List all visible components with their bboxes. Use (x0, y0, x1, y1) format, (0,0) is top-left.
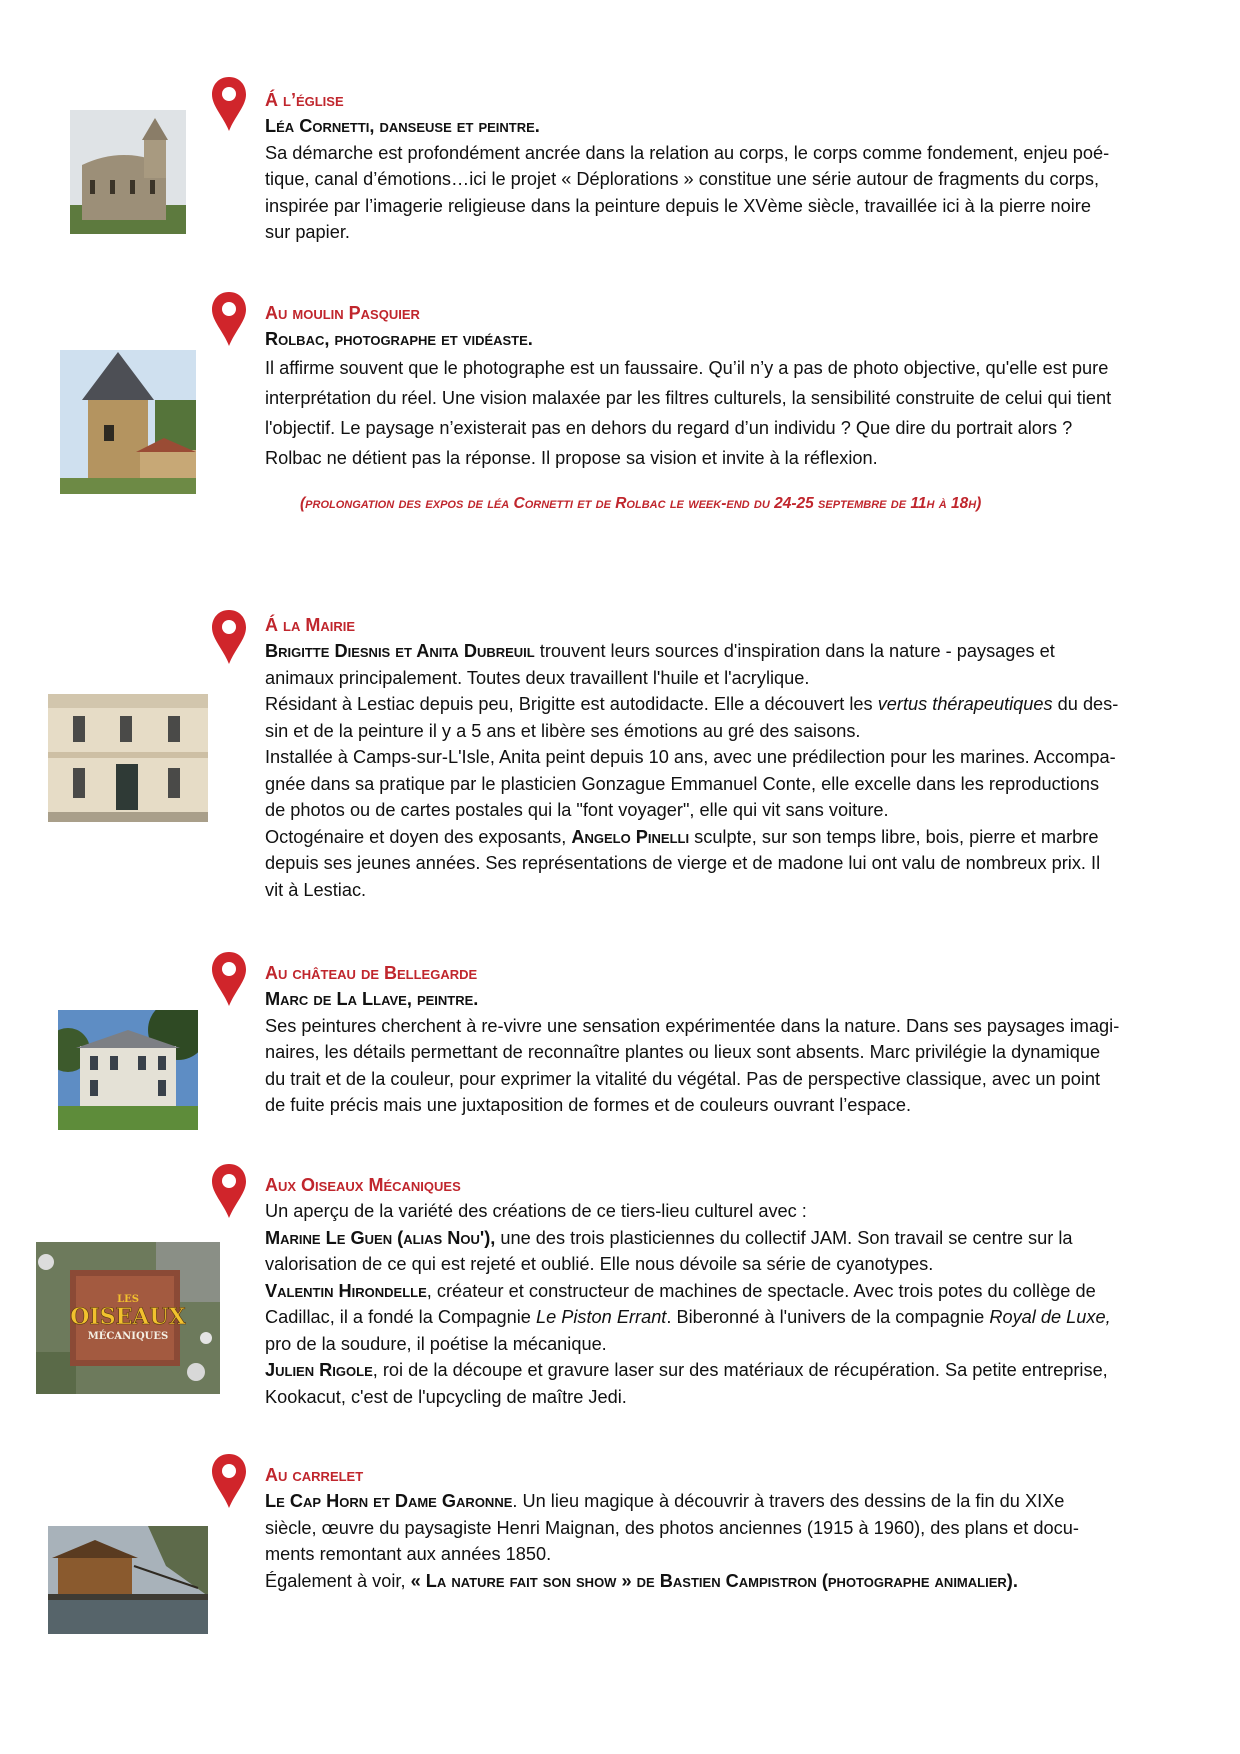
body-line: Valentin Hirondelle, créateur et constructeur de machines de spectacle. Avec trois potes du collège de (265, 1280, 1096, 1301)
location-title: Á l’église (265, 90, 344, 110)
body-line: Sa démarche est profondément ancrée dans la relation au corps, le corps comme fondement, enjeu poé- (265, 142, 1110, 163)
body-line: Rolbac ne détient pas la réponse. Il propose sa vision et invite à la réflexion. (265, 447, 878, 468)
artist-name: Léa Cornetti, danseuse et peintre. (265, 116, 540, 136)
body-line: Brigitte Diesnis et Anita Dubreuil trouvent leurs sources d'inspiration dans la nature - paysages et (265, 641, 1055, 661)
body-line: du trait et de la couleur, pour exprimer la vitalité du végétal. Pas de perspective classique, avec un point (265, 1068, 1101, 1089)
body-line: pro de la soudure, il poétise la mécanique. (265, 1333, 607, 1354)
extension-note: (prolongation des expos de léa Cornetti et de Rolbac le week-end du 24-25 septembre de 11h à 18h) (300, 495, 982, 512)
body-line: ments remontant aux années 1850. (265, 1544, 552, 1564)
body-line: animaux principalement. Toutes deux travaillent l'huile et l'acrylique. (265, 667, 810, 688)
body-line: Julien Rigole, roi de la découpe et gravure laser sur des matériaux de récupération. Sa petite entreprise, (265, 1360, 1108, 1380)
body-line: de photos ou de cartes postales qui la "font voyager", elle qui vit sans voiture. (265, 800, 889, 820)
map-pin-icon (210, 290, 248, 348)
section-text (265, 300, 1145, 473)
logo-text-mecaniques: MÉCANIQUES (87, 1331, 169, 1342)
artist-names: Brigitte Diesnis et Anita Dubreuil (265, 641, 535, 661)
body-line: tique, canal d’émotions…ici le projet « Déplorations » constitue une série autour de fragments du corps, (265, 169, 1100, 189)
body-line: siècle, œuvre du paysagiste Henri Maignan, des photos anciennes (1915 à 1960), des plans et docu- (265, 1517, 1079, 1538)
oiseaux-aerial-photo (36, 1242, 220, 1394)
body-line: Octogénaire et doyen des exposants, Angelo Pinelli sculpte, sur son temps libre, bois, pierre et marbre (265, 826, 1099, 847)
section-text (265, 87, 1145, 246)
artist-name: Valentin Hirondelle (265, 1280, 427, 1301)
artist-name: Julien Rigole (265, 1360, 373, 1380)
section-text (265, 960, 1145, 1119)
section-text (265, 1462, 1145, 1594)
body-line: Cadillac, il a fondé la Compagnie Le Piston Errant. Biberonné à l'univers de la compagnie Royal de Luxe, (265, 1307, 1111, 1327)
location-title: Au carrelet (265, 1465, 364, 1485)
body-line: depuis ses jeunes années. Ses représentations de vierge et de madone lui ont valu de nombreux prix. Il (265, 853, 1101, 873)
church-photo (70, 110, 186, 234)
carrelet-photo (48, 1526, 208, 1634)
body-line: sur papier. (265, 222, 350, 242)
body-line: naires, les détails permettant de reconnaître plantes ou lieux sont absents. Marc privilégie la dynamique (265, 1042, 1101, 1062)
artist-name: Marc de La Llave, peintre. (265, 989, 479, 1009)
section-text (265, 1172, 1145, 1410)
place-name: Le Cap Horn et Dame Garonne (265, 1491, 513, 1511)
body-line: l'objectif. Le paysage n’existerait pas en dehors du regard d’un individu ? Que dire du portrait alors ? (265, 417, 1073, 438)
town-hall-photo (48, 694, 208, 822)
body-line: Le Cap Horn et Dame Garonne. Un lieu magique à découvrir à travers des dessins de la fin du XIXe (265, 1491, 1065, 1511)
map-pin-icon (210, 75, 248, 133)
body-line: Marine Le Guen (alias Nou'), une des trois plasticiennes du collectif JAM. Son travail se centre sur la (265, 1227, 1073, 1248)
location-title: Aux Oiseaux Mécaniques (265, 1175, 461, 1195)
body-line: de fuite précis mais une juxtaposition de formes et de couleurs ouvrant l’espace. (265, 1095, 912, 1115)
location-title: Á la Mairie (265, 615, 355, 635)
body-line: Ses peintures cherchent à re-vivre une sensation expérimentée dans la nature. Dans ses paysages imagi- (265, 1015, 1120, 1036)
map-pin-icon (210, 1452, 248, 1510)
artist-name: Angelo Pinelli (571, 826, 690, 847)
map-pin-icon (210, 1162, 248, 1220)
body-line: inspirée par l’imagerie religieuse dans la peinture depuis le XVème siècle, travaillée ici à la pierre noire (265, 195, 1091, 216)
section-text (265, 612, 1145, 903)
body-line: Également à voir, « La nature fait son show » de Bastien Campistron (photographe animalier). (265, 1570, 1018, 1591)
map-pin-icon (210, 950, 248, 1008)
artist-name: Marine Le Guen (alias Nou'), (265, 1227, 496, 1248)
body-line: vit à Lestiac. (265, 879, 367, 900)
body-line: gnée dans sa pratique par le plasticien Gonzague Emmanuel Conte, elle excelle dans les reproductions (265, 773, 1100, 794)
show-title: « La nature fait son show » de Bastien Campistron (photographe animalier). (410, 1570, 1018, 1591)
logo-text-oiseaux: OISEAUX (70, 1304, 186, 1330)
body-line: Il affirme souvent que le photographe est un faussaire. Qu’il n’y a pas de photo objective, qu'elle est pure (265, 357, 1109, 378)
chateau-photo (58, 1010, 198, 1130)
mill-photo (60, 350, 196, 494)
body-line: Un aperçu de la variété des créations de ce tiers-lieu culturel avec : (265, 1201, 807, 1221)
map-pin-icon (210, 608, 248, 666)
body-line: valorisation de ce qui est rejeté et oublié. Elle nous dévoile sa série de cyanotypes. (265, 1254, 934, 1274)
body-line: Installée à Camps-sur-L'Isle, Anita peint depuis 10 ans, avec une prédilection pour les marines. Accompa- (265, 747, 1116, 767)
body-line: Kookacut, c'est de l'upcycling de maître Jedi. (265, 1386, 627, 1407)
body-line: Résidant à Lestiac depuis peu, Brigitte est autodidacte. Elle a découvert les vertus thérapeutiques du des- (265, 694, 1119, 714)
logo-text-les: LES (117, 1294, 139, 1305)
artist-name: Rolbac, photographe et vidéaste. (265, 329, 533, 349)
body-line: interprétation du réel. Une vision malaxée par les filtres culturels, la sensibilité construite de celui qui tient (265, 387, 1112, 408)
body-line: sin et de la peinture il y a 5 ans et libère ses émotions au gré des saisons. (265, 720, 861, 741)
location-title: Au château de Bellegarde (265, 963, 478, 983)
location-title: Au moulin Pasquier (265, 303, 420, 323)
